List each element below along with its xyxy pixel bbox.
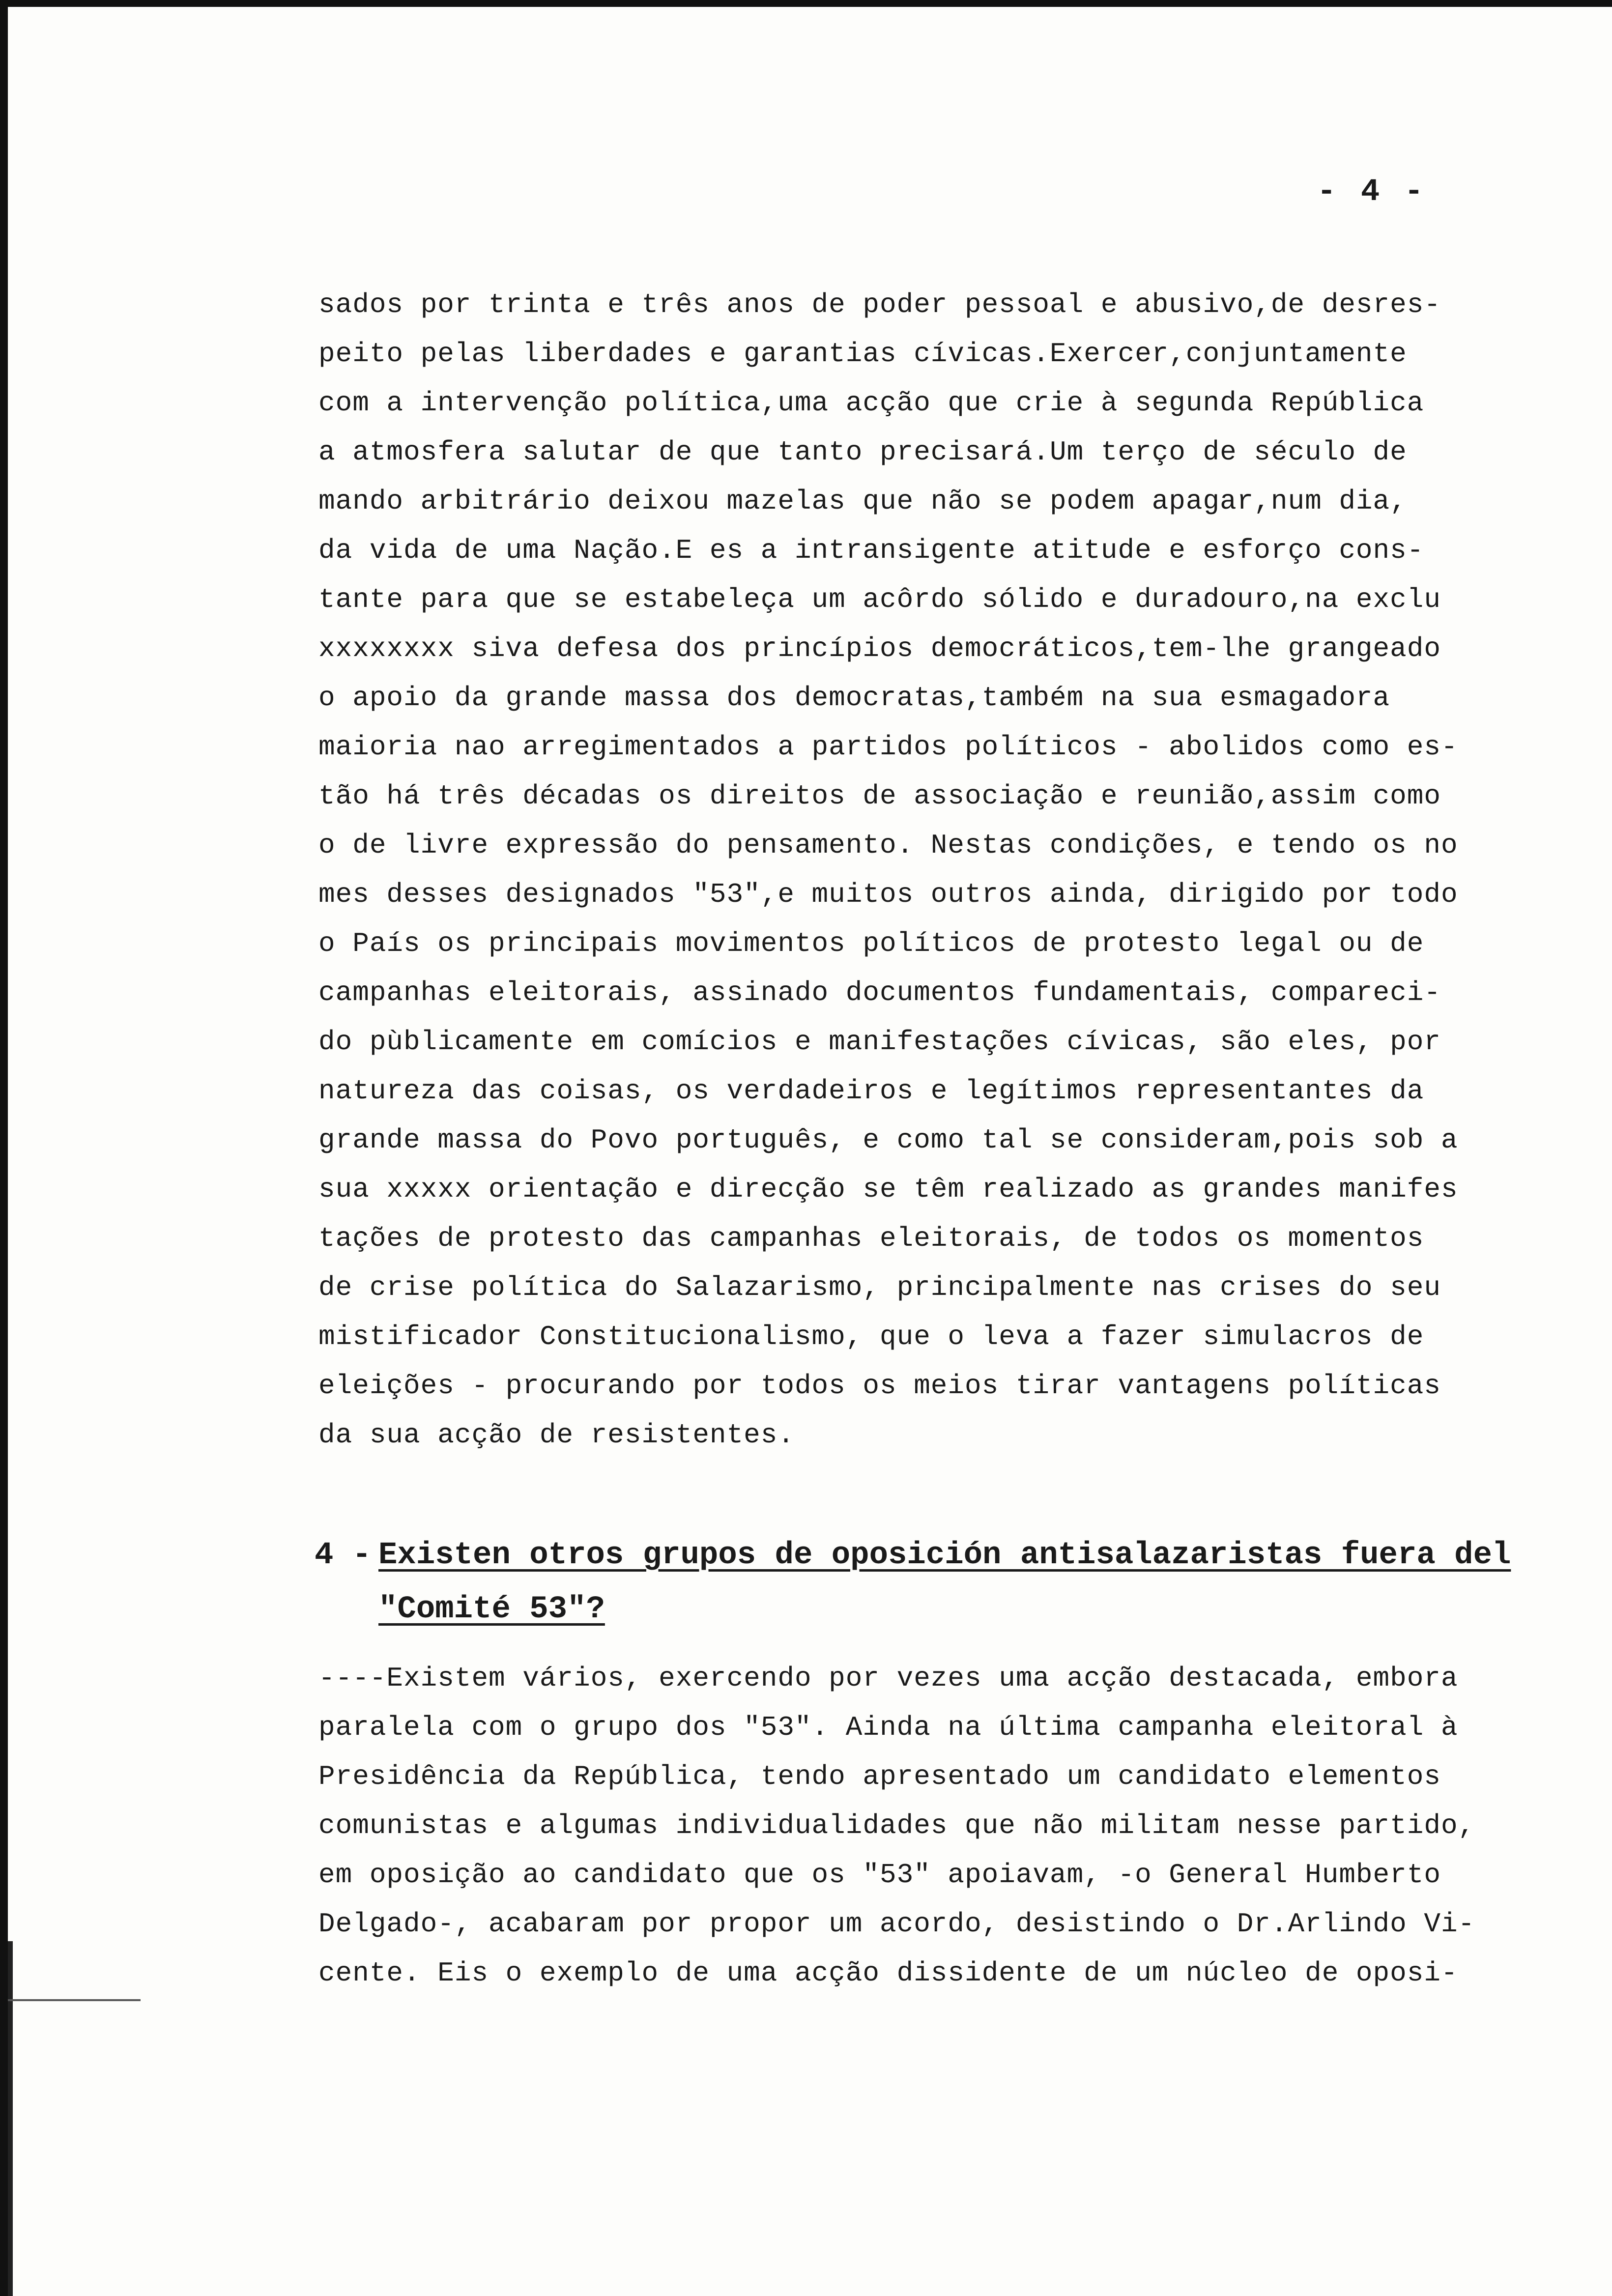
paragraph-1-line: tações de protesto das campanhas eleitorais, de todos os momentos <box>318 1223 1424 1254</box>
question-text-2: "Comité 53"? <box>378 1592 605 1627</box>
paragraph-1-line: o País os principais movimentos políticos de protesto legal ou de <box>318 928 1424 959</box>
paragraph-1-line: sados por trinta e três anos de poder pessoal e abusivo,de desres- <box>318 289 1441 320</box>
paragraph-2-line: cente. Eis o exemplo de uma acção dissidente de um núcleo de oposi- <box>318 1957 1458 1989</box>
paragraph-1-line: tão há três décadas os direitos de associação e reunião,assim como <box>318 780 1441 812</box>
paragraph-1-line: da vida de uma Nação.E es a intransigente atitude e esforço cons- <box>318 535 1424 566</box>
page-number: - 4 - <box>1317 174 1427 210</box>
paragraph-1-line: xxxxxxxx siva defesa dos princípios democráticos,tem-lhe grangeado <box>318 633 1441 664</box>
paragraph-2-line: paralela com o grupo dos "53". Ainda na última campanha eleitoral à <box>318 1712 1458 1743</box>
paragraph-2-line: em oposição ao candidato que os "53" apoiavam, -o General Humberto <box>318 1859 1441 1891</box>
paragraph-1-line: eleições - procurando por todos os meios tirar vantagens políticas <box>318 1370 1441 1402</box>
paragraph-1-line: da sua acção de resistentes. <box>318 1419 795 1451</box>
paragraph-1-line: campanhas eleitorais, assinado documentos fundamentais, compareci- <box>318 977 1441 1008</box>
paragraph-1-line: mistificador Constitucionalismo, que o leva a fazer simulacros de <box>318 1321 1424 1352</box>
question-line-2 <box>315 1582 1511 1636</box>
paragraph-2-line: Delgado-, acabaram por propor um acordo, desistindo o Dr.Arlindo Vi- <box>318 1908 1475 1940</box>
question-text-1: Existen otros grupos de oposición antisalazaristas fuera del <box>378 1538 1511 1573</box>
question-number: 4 - <box>315 1538 372 1573</box>
paragraph-1-line: mando arbitrário deixou mazelas que não se podem apagar,num dia, <box>318 486 1407 517</box>
paragraph-1-line: peito pelas liberdades e garantias cívicas.Exercer,conjuntamente <box>318 338 1407 370</box>
paragraph-1-line: natureza das coisas, os verdadeiros e legítimos representantes da <box>318 1075 1424 1107</box>
paragraph-1-line: do pùblicamente em comícios e manifestações cívicas, são eles, por <box>318 1026 1441 1058</box>
paragraph-2-line: comunistas e algumas individualidades que não militam nesse partido, <box>318 1810 1475 1841</box>
paragraph-1-line: o apoio da grande massa dos democratas,também na sua esmagadora <box>318 682 1390 714</box>
paragraph-1-line: de crise política do Salazarismo, principalmente nas crises do seu <box>318 1272 1441 1303</box>
paragraph-1-line: com a intervenção política,uma acção que crie à segunda República <box>318 387 1424 419</box>
paragraph-1-line: tante para que se estabeleça um acôrdo sólido e duradouro,na exclu <box>318 584 1441 615</box>
paragraph-1 <box>318 280 1508 1460</box>
paragraph-2 <box>318 1654 1508 1998</box>
paragraph-1-line: o de livre expressão do pensamento. Nestas condições, e tendo os no <box>318 830 1458 861</box>
paragraph-1-line: a atmosfera salutar de que tanto precisará.Um terço de século de <box>318 436 1407 468</box>
paragraph-2-line: ----Existem vários, exercendo por vezes uma acção destacada, embora <box>318 1663 1458 1694</box>
scan-edge-left <box>0 0 8 2296</box>
scan-edge-mark <box>8 1999 141 2001</box>
scan-edge-left-lower <box>8 1941 13 2296</box>
paragraph-1-line: grande massa do Povo português, e como tal se consideram,pois sob a <box>318 1124 1458 1156</box>
paragraph-1-line: sua xxxxx orientação e direcção se têm realizado as grandes manifes <box>318 1174 1458 1205</box>
question-line-1 <box>315 1528 1511 1582</box>
paragraph-1-line: mes desses designados "53",e muitos outros ainda, dirigido por todo <box>318 879 1458 910</box>
question-heading <box>315 1528 1511 1636</box>
scan-edge-top <box>0 0 1612 7</box>
paragraph-1-line: maioria nao arregimentados a partidos políticos - abolidos como es- <box>318 731 1458 763</box>
paragraph-2-line: Presidência da República, tendo apresentado um candidato elementos <box>318 1761 1441 1792</box>
